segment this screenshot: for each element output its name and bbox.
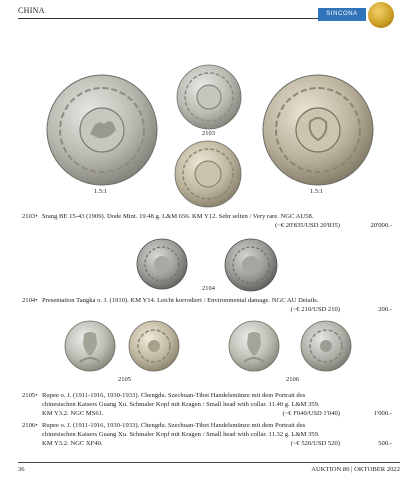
lot-number: 2105•	[22, 392, 38, 399]
figure-label-2105: 2105	[118, 376, 131, 383]
lot-description-line-1: Rupee o. J. (1911-1916, 1930-1933). Chengdu. Szechuan-Tibet Handelsmünze mit dem Portrait des	[42, 422, 306, 429]
figure-label-2104: 2104	[202, 285, 215, 292]
coin-2104-obverse	[136, 238, 188, 290]
lot-price: 20'000.-	[370, 222, 392, 229]
lot-description: Srang BE 15-43 (1909). Dode Mint. 19.48 g. L&M 656. KM Y12. Sehr selten / Very rare. NGC AU58.	[42, 213, 314, 220]
lot-estimate: (~€ 520/USD 520)	[290, 440, 340, 447]
coin-2103-obverse	[176, 64, 242, 130]
auction-info: AUKTION 86 | OKTOBER 2022	[311, 466, 400, 473]
coin-2106-reverse	[300, 320, 352, 372]
lot-description-line-3: KM Y3.2. NGC XF40.	[42, 440, 103, 447]
lot-price: 1'000.-	[373, 410, 392, 417]
lot-description-line-2: chinesischen Kaisers Guang Xu. Schmaler Kopf mit Kragen / Small head with collar. 11.32 g. L&M 359.	[42, 431, 320, 438]
header-divider	[18, 18, 318, 19]
lot-price: 500.-	[378, 440, 392, 447]
gold-coin-icon	[368, 2, 394, 28]
lot-estimate: (~€ F040/USD 1'040)	[282, 410, 340, 417]
lot-price: 200.-	[378, 306, 392, 313]
section-title: CHINA	[18, 6, 45, 15]
lot-number: 2106•	[22, 422, 38, 429]
coin-2105-reverse	[128, 320, 180, 372]
figure-label-2103: 2103	[202, 130, 215, 137]
coin-2104-reverse	[224, 238, 278, 292]
coin-2103-obverse-enlarged	[46, 74, 158, 186]
lot-estimate: (~€ 20'835/USD 20'835)	[275, 222, 340, 229]
lot-number: 2104•	[22, 297, 38, 304]
coin-2103-reverse	[174, 140, 242, 208]
lot-description-line-2: chinesischen Kaisers Guang Xu. Schmaler Kopf mit Kragen / Small head with collar. 11.40 g. L&M 359.	[42, 401, 320, 408]
lot-estimate: (~€ 210/USD 210)	[290, 306, 340, 313]
coin-2105-obverse	[64, 320, 116, 372]
brand-logo	[318, 8, 366, 21]
coin-2103-reverse-enlarged	[262, 74, 374, 186]
figure-label-2106: 2106	[286, 376, 299, 383]
scale-label-left: 1.5:1	[94, 188, 108, 195]
lot-description: Presentation Tangka o. J. (1910). KM Y14. Leicht korrodiert / Environmental damage. NGC AU Details.	[42, 297, 319, 304]
footer-divider	[18, 462, 400, 463]
brand-name: SINCONA	[326, 11, 358, 17]
lot-description-line-3: KM Y3.2. NGC MS61.	[42, 410, 104, 417]
lot-description-line-1: Rupee o. J. (1911-1916, 1930-1933). Chengdu. Szechuan-Tibet Handelsmünze mit dem Portrait des	[42, 392, 306, 399]
scale-label-right: 1.5:1	[310, 188, 324, 195]
lot-number: 2103•	[22, 213, 38, 220]
coin-2106-obverse	[228, 320, 280, 372]
page-number: 36	[18, 466, 25, 473]
